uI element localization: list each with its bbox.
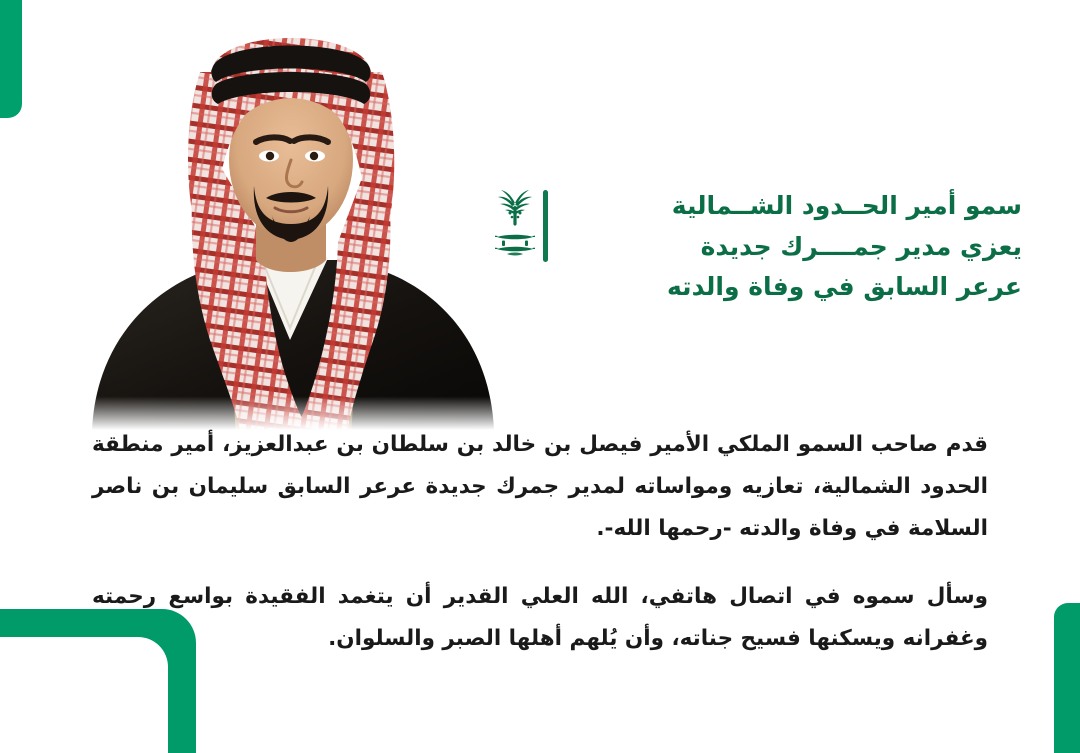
article-body — [92, 424, 988, 660]
headline-line-1: سمو أمير الحــدود الشــمالية — [671, 191, 1022, 220]
decorative-corner-top-left — [0, 0, 22, 118]
body-paragraph-1: قدم صاحب السمو الملكي الأمير فيصل بن خالد بن سلطان بن عبدالعزيز، أمير منطقة الحدود الشمالية، تعازيه ومواساته لمدير جمرك جديدة عرعر السابق سليمان بن ناصر السلامة في وفاة والدته -رحمها الله-. — [92, 432, 988, 541]
saudi-emblem-icon — [494, 186, 548, 266]
headline-divider-bar — [543, 190, 548, 262]
headline-line-2: يعزي مدير جمــــرك جديدة — [700, 231, 1022, 261]
headline-text — [566, 186, 1022, 308]
headline-block — [494, 186, 1022, 308]
portrait-photo — [50, 10, 520, 430]
body-paragraph-2: وسأل سموه في اتصال هاتفي، الله العلي القدير أن يتغمد الفقيدة بواسع رحمته وغفرانه ويسكنها فسيح جناته، وأن يُلهم أهلها الصبر والسلوان. — [92, 583, 988, 651]
headline-line-3: عرعر السابق في وفاة والدته — [667, 272, 1022, 301]
decorative-corner-bottom-right — [1054, 603, 1080, 753]
